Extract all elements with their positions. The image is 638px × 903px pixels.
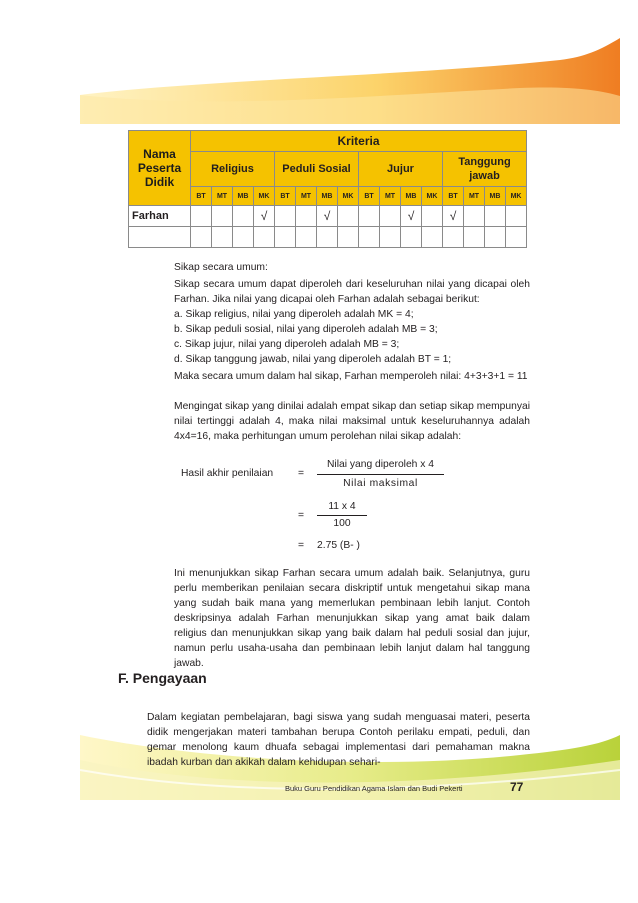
score-cell — [359, 206, 380, 227]
score-cell — [464, 206, 485, 227]
formula-equals: = — [298, 510, 305, 521]
section-paragraph: Dalam kegiatan pembelajaran, bagi siswa yang sudah menguasai materi, peserta didik mengerjakan materi tambahan berupa Contoh perilaku empati, peduli, dan gemar menolong kaum dhuafa sebagai implementasi dari pemahaman makna ibadah kurban dan akikah dalam kehidupan sehari- — [147, 712, 530, 768]
table-row — [129, 206, 527, 227]
score-cell — [233, 206, 254, 227]
score-cell — [191, 227, 212, 248]
maka-paragraph: Maka secara umum dalam hal sikap, Farhan memperoleh nilai: 4+3+3+1 = 11 — [174, 371, 528, 382]
formula-equals: = — [298, 468, 305, 479]
sub-header: MB — [485, 187, 506, 206]
score-cell — [296, 206, 317, 227]
book-title: Buku Guru Pendidikan Agama Islam dan Budi Pekerti — [285, 784, 463, 793]
score-cell — [212, 227, 233, 248]
score-cell — [296, 227, 317, 248]
kriteria-header: Kriteria — [191, 131, 527, 152]
sub-header: BT — [443, 187, 464, 206]
score-cell — [401, 227, 422, 248]
fraction-line — [317, 474, 444, 475]
category-peduli-sosial: Peduli Sosial — [275, 152, 359, 187]
score-cell — [254, 227, 275, 248]
formula-result: 2.75 (B- ) — [317, 540, 360, 551]
score-cell — [359, 227, 380, 248]
assessment-table — [128, 130, 527, 248]
sub-header: MB — [317, 187, 338, 206]
score-cell: √ — [254, 206, 275, 227]
score-cell — [464, 227, 485, 248]
score-cell — [275, 206, 296, 227]
formula-equals: = — [298, 540, 305, 551]
sub-header: MT — [212, 187, 233, 206]
score-cell — [485, 206, 506, 227]
list-item: b. Sikap peduli sosial, nilai yang diperoleh adalah MB = 3; — [174, 324, 438, 335]
sub-header: BT — [191, 187, 212, 206]
score-cell — [317, 227, 338, 248]
formula-numerator: 11 x 4 — [328, 501, 356, 512]
ini-paragraph: Ini menunjukkan sikap Farhan secara umum adalah baik. Selanjutnya, guru perlu memberikan penilaian secara diskriptif untuk mengetahui sikap mana yang sudah baik mana yang memerlukan pembinaan lebih lanjut. Contoh deskripsinya adalah Farhan menunjukkan sikap yang amat baik dalam religius dan menunjukkan sikap yang baik dalam hal peduli sosial dan jujur, namun perlu usaha-usaha dan pembinaan lebih lanjut dalam hal tanggung jawab. — [174, 568, 530, 669]
fraction-line — [317, 515, 367, 516]
sub-header: MK — [254, 187, 275, 206]
sub-header: MT — [464, 187, 485, 206]
category-jujur: Jujur — [359, 152, 443, 187]
score-cell: √ — [317, 206, 338, 227]
sikap-title: Sikap secara umum: — [174, 262, 268, 273]
score-cell — [233, 227, 254, 248]
score-cell — [506, 227, 527, 248]
score-cell — [212, 206, 233, 227]
formula-denominator: Nilai maksimal — [343, 478, 418, 489]
sub-header: MB — [401, 187, 422, 206]
score-cell: √ — [443, 206, 464, 227]
formula-label: Hasil akhir penilaian — [181, 468, 274, 479]
sub-header: MT — [296, 187, 317, 206]
section-title: F. Pengayaan — [118, 670, 207, 686]
student-name: Farhan — [129, 206, 191, 227]
page-number: 77 — [510, 780, 524, 794]
sub-header: BT — [359, 187, 380, 206]
list-item: d. Sikap tanggung jawab, nilai yang diperoleh adalah BT = 1; — [174, 354, 452, 365]
list-item: a. Sikap religius, nilai yang diperoleh adalah MK = 4; — [174, 309, 414, 320]
formula-numerator: Nilai yang diperoleh x 4 — [326, 459, 435, 470]
nama-peserta-header: Nama Peserta Didik — [129, 131, 191, 206]
sub-header: MB — [233, 187, 254, 206]
sub-header: MK — [506, 187, 527, 206]
sub-header: MK — [422, 187, 443, 206]
score-cell — [443, 227, 464, 248]
category-religius: Religius — [191, 152, 275, 187]
sikap-intro: Sikap secara umum dapat diperoleh dari keseluruhan nilai yang dicapai oleh Farhan. Jika nilai yang dicapai oleh Farhan adalah sebagai berikut: — [174, 279, 530, 305]
score-cell — [191, 206, 212, 227]
score-cell — [338, 227, 359, 248]
sub-header: MT — [380, 187, 401, 206]
score-cell — [380, 206, 401, 227]
score-cell — [338, 206, 359, 227]
score-cell — [485, 227, 506, 248]
category-tanggung-jawab: Tanggung jawab — [443, 152, 527, 187]
score-cell — [422, 227, 443, 248]
score-cell — [506, 206, 527, 227]
score-cell — [380, 227, 401, 248]
formula-denominator: 100 — [333, 518, 351, 529]
score-cell — [275, 227, 296, 248]
sub-header: MK — [338, 187, 359, 206]
score-cell — [422, 206, 443, 227]
student-name — [129, 227, 191, 248]
list-item: c. Sikap jujur, nilai yang diperoleh adalah MB = 3; — [174, 339, 400, 350]
mengingat-paragraph: Mengingat sikap yang dinilai adalah empat sikap dan setiap sikap mempunyai nilai tertinggi adalah 4, maka nilai maksimal untuk keseluruhannya adalah 4x4=16, maka perhitungan umum perolehan nilai sikap adalah: — [174, 401, 530, 442]
score-cell: √ — [401, 206, 422, 227]
sub-header: BT — [275, 187, 296, 206]
table-row — [129, 227, 527, 248]
